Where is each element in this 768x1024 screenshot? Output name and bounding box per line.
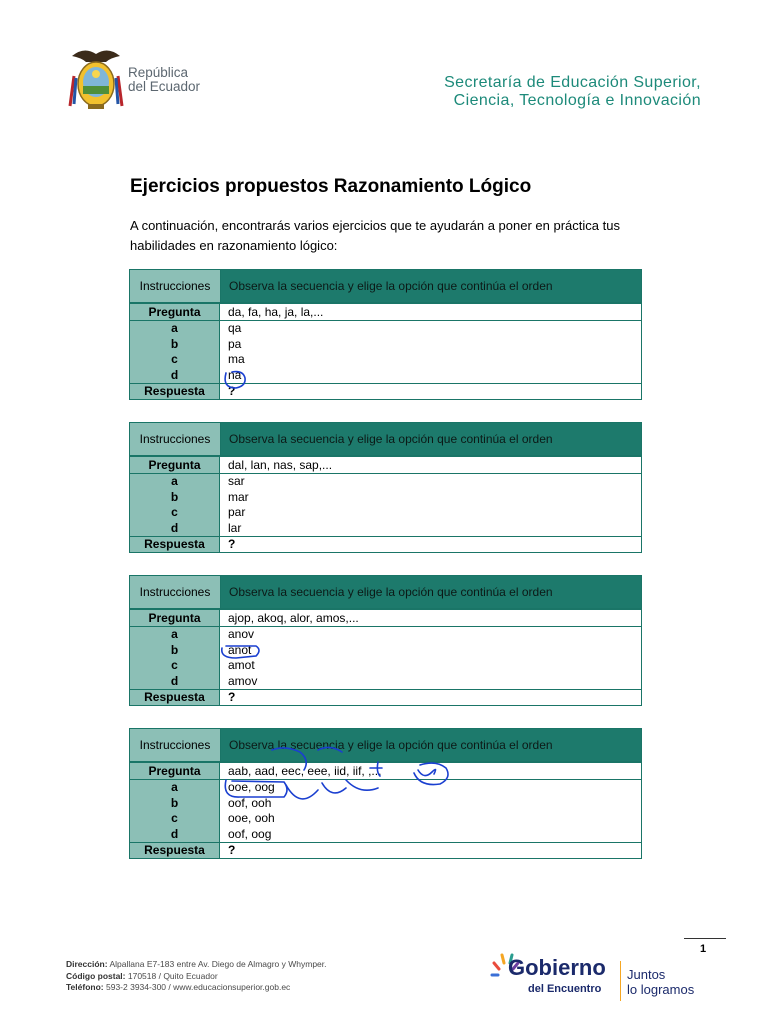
- option-letter: b: [130, 795, 220, 811]
- question-row: [130, 762, 641, 780]
- option-letter: a: [130, 627, 220, 643]
- answer-row: [130, 383, 641, 400]
- answer-value: ?: [228, 690, 236, 705]
- footer-address: Dirección: Alpallana E7-183 entre Av. Diego de Almagro y Whymper. Código postal: 170518 / Quito Ecuador Teléfono: 593-2 3934-300 / www.educacionsuperior.gob.ec: [66, 959, 327, 992]
- answer-row: [130, 536, 641, 553]
- exercise-header: [130, 270, 641, 303]
- answer-row: [130, 689, 641, 706]
- exercise-table: [129, 728, 642, 859]
- option-row-b: [130, 642, 641, 658]
- exercise-table: [129, 422, 642, 553]
- option-row-a: [130, 780, 641, 796]
- option-row-c: [130, 505, 641, 521]
- option-value: amot: [228, 658, 255, 673]
- option-row-d: [130, 826, 641, 842]
- pregunta-label: Pregunta: [130, 304, 220, 320]
- option-value: mar: [228, 489, 249, 504]
- pregunta-label: Pregunta: [130, 610, 220, 626]
- option-value: pa: [228, 336, 242, 351]
- option-letter: a: [130, 780, 220, 796]
- instrucciones-label: Instrucciones: [130, 270, 221, 302]
- question-row: [130, 303, 641, 321]
- option-letter: c: [130, 352, 220, 368]
- option-value: ooe, oog: [228, 780, 275, 795]
- instrucciones-label: Instrucciones: [130, 729, 221, 761]
- instruction-text: Observa la secuencia y elige la opción que continúa el orden: [221, 270, 641, 302]
- juntos-tagline: Juntos lo logramos: [627, 967, 695, 997]
- option-row-a: [130, 627, 641, 643]
- option-letter: b: [130, 642, 220, 658]
- option-value: ooe, ooh: [228, 811, 275, 826]
- answer-row: [130, 842, 641, 859]
- question-text: aab, aad, eec, eee, iid, iif, ,...: [228, 763, 382, 778]
- option-row-b: [130, 795, 641, 811]
- option-letter: c: [130, 658, 220, 674]
- respuesta-label: Respuesta: [130, 690, 220, 706]
- gobierno-encuentro-logo: [490, 947, 710, 1003]
- respuesta-label: Respuesta: [130, 843, 220, 859]
- option-value: oof, oog: [228, 826, 272, 841]
- option-row-c: [130, 658, 641, 674]
- intro-paragraph: A continuación, encontrarás varios ejercicios que te ayudarán a poner en práctica tus habilidades en razonamiento lógico:: [130, 218, 620, 253]
- option-row-a: [130, 474, 641, 490]
- option-value: ma: [228, 352, 245, 367]
- option-letter: a: [130, 321, 220, 337]
- option-value: oof, ooh: [228, 795, 272, 810]
- answer-value: ?: [228, 843, 236, 858]
- exercise-header: [130, 729, 641, 762]
- option-value: anov: [228, 627, 255, 642]
- option-letter: b: [130, 489, 220, 505]
- logo-divider: [620, 961, 621, 1001]
- option-letter: c: [130, 811, 220, 827]
- gobierno-word: Gobierno: [508, 955, 606, 980]
- respuesta-label: Respuesta: [130, 384, 220, 400]
- instrucciones-label: Instrucciones: [130, 576, 221, 608]
- option-value: na: [228, 367, 242, 382]
- question-text: ajop, akoq, alor, amos,...: [228, 610, 359, 625]
- option-row-b: [130, 489, 641, 505]
- option-letter: a: [130, 474, 220, 490]
- answer-value: ?: [228, 384, 236, 399]
- republica-text: República del Ecuador: [128, 65, 201, 94]
- page-number: 1: [700, 943, 707, 955]
- option-value: qa: [228, 321, 242, 336]
- page-number-rule: [684, 938, 726, 939]
- secretaria-heading: Secretaría de Educación Superior, Ciencia, Tecnología e Innovación: [444, 74, 701, 109]
- option-value: lar: [228, 520, 242, 535]
- instrucciones-label: Instrucciones: [130, 423, 221, 455]
- exercise-header: [130, 576, 641, 609]
- instruction-text: Observa la secuencia y elige la opción que continúa el orden: [221, 423, 641, 455]
- option-letter: d: [130, 826, 220, 842]
- instruction-text: Observa la secuencia y elige la opción que continúa el orden: [221, 576, 641, 608]
- option-letter: d: [130, 673, 220, 689]
- option-letter: b: [130, 336, 220, 352]
- pregunta-label: Pregunta: [130, 457, 220, 473]
- question-text: da, fa, ha, ja, la,...: [228, 304, 324, 319]
- option-value: sar: [228, 474, 245, 489]
- question-row: [130, 609, 641, 627]
- option-row-a: [130, 321, 641, 337]
- exercise-table: [129, 575, 642, 706]
- respuesta-label: Respuesta: [130, 537, 220, 553]
- ecuador-coat-of-arms-icon: [66, 46, 126, 112]
- option-row-d: [130, 367, 641, 383]
- encuentro-word: del Encuentro: [528, 983, 602, 995]
- pregunta-label: Pregunta: [130, 763, 220, 779]
- option-value: anot: [228, 642, 252, 657]
- answer-value: ?: [228, 537, 236, 552]
- republica-ecuador-logo: [66, 46, 206, 114]
- option-letter: c: [130, 505, 220, 521]
- option-row-c: [130, 352, 641, 368]
- document-title: Ejercicios propuestos Razonamiento Lógico: [130, 176, 532, 197]
- exercise-table: [129, 269, 642, 400]
- option-value: par: [228, 505, 246, 520]
- option-letter: d: [130, 367, 220, 383]
- option-row-d: [130, 673, 641, 689]
- instruction-text: Observa la secuencia y elige la opción que continúa el orden: [221, 729, 641, 761]
- exercise-header: [130, 423, 641, 456]
- option-value: amov: [228, 673, 258, 688]
- option-letter: d: [130, 520, 220, 536]
- question-text: dal, lan, nas, sap,...: [228, 457, 333, 472]
- question-row: [130, 456, 641, 474]
- option-row-b: [130, 336, 641, 352]
- option-row-c: [130, 811, 641, 827]
- option-row-d: [130, 520, 641, 536]
